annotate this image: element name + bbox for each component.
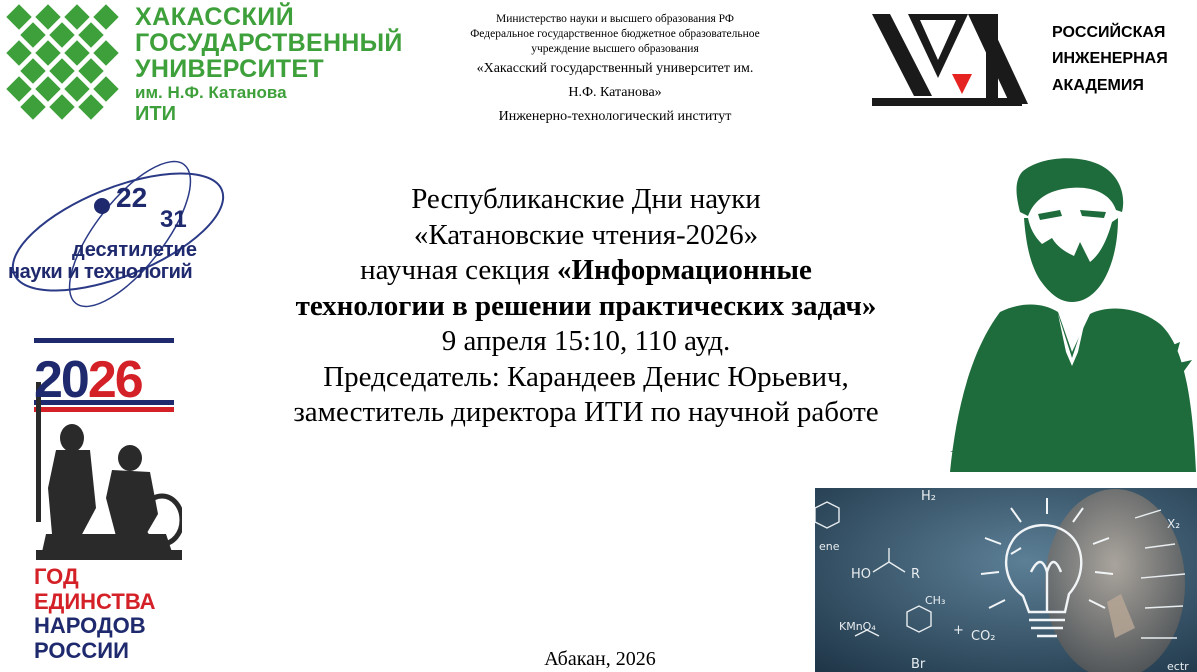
katanov-portrait-image [930, 152, 1197, 472]
khsu-diamond-grid-icon [2, 4, 122, 122]
science-lightbulb-photo [815, 488, 1197, 672]
section-line [225, 253, 947, 289]
year-logo-line2: ЕДИНСТВА [34, 589, 156, 614]
khsu-logo [0, 0, 415, 128]
event-name: «Катановские чтения-2026» [413, 218, 759, 251]
ria-logo-line1: РОССИЙСКАЯ [1052, 24, 1166, 41]
section-title-part1: «Информационные [556, 254, 812, 286]
khsu-logo-line3: УНИВЕРСИТЕТ [135, 55, 324, 83]
year-part-red-last: 6 [114, 351, 142, 409]
formula-br: Br [911, 657, 926, 672]
ministry-line: Министерство науки и высшего образования РФ [496, 13, 734, 25]
formula-ectr: ectr [1167, 660, 1189, 672]
year-part-red: 2 [87, 351, 115, 409]
ministry-header [420, 12, 810, 129]
formula-x2: X₂ [1167, 517, 1181, 531]
section-prefix: научная секция [360, 254, 557, 286]
decade-word: десятилетие [72, 239, 197, 261]
khsu-logo-line1: ХАКАССКИЙ [135, 3, 295, 31]
formula-ch3: CH₃ [925, 594, 946, 607]
date-room: 9 апреля 15:10, 110 ауд. [441, 325, 731, 357]
year-logo-line1: ГОД [34, 564, 79, 589]
year-logo-line4: РОССИИ [34, 638, 129, 663]
formula-h2: H₂ [921, 489, 936, 504]
footer-city-year: Абакан, 2026 [544, 648, 656, 670]
federal-line: Федеральное государственное бюджетное образовательное [470, 28, 760, 40]
university-line1: «Хакасский государственный университет им. [476, 61, 754, 76]
university-line2: Н.Ф. Катанова» [568, 85, 662, 100]
formula-co2: CO₂ [971, 629, 996, 644]
ria-logo-icon [868, 8, 1048, 108]
khsu-logo-line4: им. Н.Ф. Катанова [135, 83, 287, 102]
year-2026-number [34, 351, 142, 409]
decade-number-22: 22 [116, 182, 148, 213]
formula-ene: ene [819, 540, 840, 553]
chairman-position: заместитель директора ИТИ по научной работе [293, 396, 879, 428]
decade-number-31: 31 [160, 206, 187, 233]
khsu-logo-line2: ГОСУДАРСТВЕННЫЙ [135, 29, 403, 57]
khsu-logo-line5: ИТИ [135, 103, 176, 125]
formula-ho: HO [851, 567, 872, 582]
formula-kmno4: KMnO₄ [839, 620, 876, 633]
institute-line: Инженерно-технологический институт [498, 109, 732, 124]
formula-plus: + [953, 623, 964, 638]
formula-r: R [911, 567, 921, 582]
ria-logo-line3: АКАДЕМИЯ [1052, 77, 1144, 94]
decade-subtitle: науки и технологий [8, 261, 193, 283]
section-title-part2: технологии в решении практических задач» [295, 289, 877, 322]
decade-orbit-icon [0, 142, 240, 322]
chairman: Председатель: Карандеев Денис Юрьевич, [323, 360, 849, 393]
announcement-text [225, 182, 947, 431]
year-logo-line3: НАРОДОВ [34, 613, 146, 638]
institution-type-line: учреждение высшего образования [531, 43, 699, 55]
event-title: Республиканские Дни науки [411, 183, 761, 215]
ria-logo-line2: ИНЖЕНЕРНАЯ [1052, 50, 1168, 67]
lightbulb-photo-graphic [815, 488, 1197, 672]
year-part-blue: 20 [34, 351, 88, 409]
